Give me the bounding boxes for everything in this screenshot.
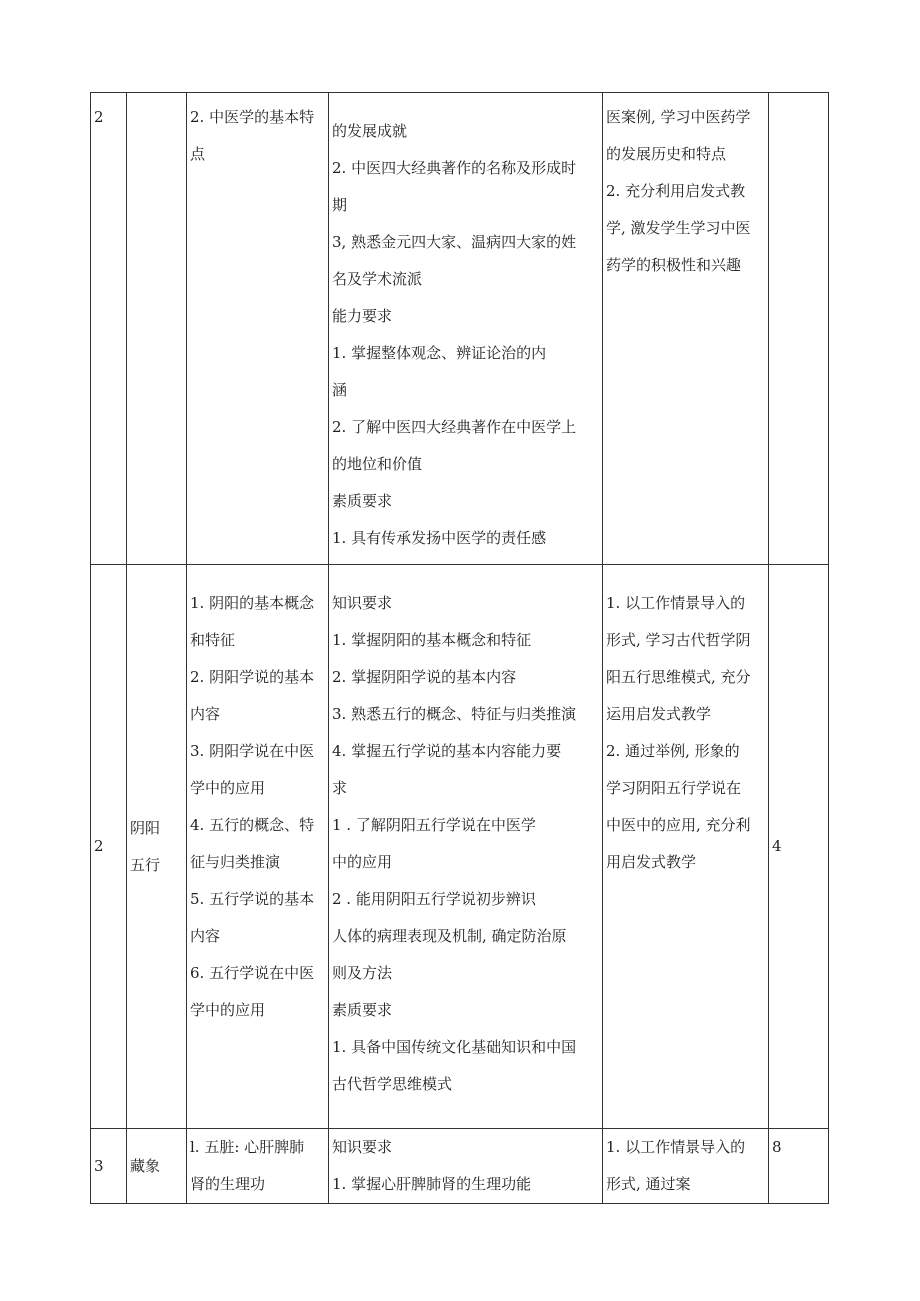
methods-line: 1. 以工作情景导入的 (606, 594, 746, 612)
objectives-line: 1. 掌握心肝脾肺肾的生理功能 (332, 1175, 532, 1193)
content-line: l. 五脏: 心肝脾肺 (190, 1138, 305, 1156)
objectives-cell (329, 565, 603, 1129)
content-line: 内容 (190, 927, 221, 945)
row-number: 2 (94, 837, 104, 855)
objectives-line: 1. 具备中国传统文化基础知识和中国 (332, 1038, 577, 1056)
methods-cell (603, 565, 769, 1129)
methods-line: 学, 激发学生学习中医 (606, 219, 751, 237)
topic-cell (127, 93, 187, 565)
content-line: 2. 中医学的基本特 (190, 108, 315, 126)
objectives-line: 1. 掌握阴阳的基本概念和特征 (332, 631, 532, 649)
objectives-line: 2. 了解中医四大经典著作在中医学上 (332, 418, 577, 436)
hours-value: 8 (772, 1138, 782, 1156)
methods-line: 2. 通过举例, 形象的 (606, 742, 740, 760)
content-line: 4. 五行的概念、特 (190, 816, 315, 834)
topic-cell (127, 1129, 187, 1204)
objectives-line: 能力要求 (332, 307, 393, 325)
objectives-line: 2. 掌握阴阳学说的基本内容 (332, 668, 517, 686)
syllabus-table (90, 92, 829, 1204)
objectives-line: 2. 中医四大经典著作的名称及形成时 (332, 159, 577, 177)
topic-line: 阴阳 (130, 818, 161, 837)
content-cell (187, 565, 329, 1129)
number-cell (91, 93, 127, 565)
content-line: 2. 阴阳学说的基本 (190, 668, 315, 686)
content-cell (187, 93, 329, 565)
objectives-line: 知识要求 (332, 1138, 393, 1156)
objectives-line: 知识要求 (332, 594, 393, 612)
methods-line: 学习阴阳五行学说在 (606, 779, 742, 797)
content-cell (187, 1129, 329, 1204)
content-line: 3. 阴阳学说在中医 (190, 742, 315, 760)
objectives-line: 素质要求 (332, 492, 393, 510)
objectives-cell (329, 93, 603, 565)
content-line: 点 (190, 145, 206, 163)
hours-value: 4 (772, 837, 782, 855)
objectives-line: 1. 具有传承发扬中医学的责任感 (332, 529, 547, 547)
objectives-line: 4. 掌握五行学说的基本内容能力要 (332, 742, 562, 760)
objectives-line: 则及方法 (332, 964, 393, 982)
methods-line: 形式, 通过案 (606, 1175, 691, 1193)
methods-line: 中医中的应用, 充分利 (606, 816, 751, 834)
number-cell (91, 1129, 127, 1204)
objectives-line: 求 (332, 779, 348, 797)
hours-cell (769, 565, 829, 1129)
objectives-line: 1 . 了解阴阳五行学说在中医学 (332, 816, 536, 834)
methods-line: 用启发式教学 (606, 853, 697, 871)
content-line: 学中的应用 (190, 1001, 266, 1019)
objectives-line: 的发展成就 (332, 122, 408, 140)
number-cell (91, 565, 127, 1129)
content-line: 5. 五行学说的基本 (190, 890, 315, 908)
content-line: 6. 五行学说在中医 (190, 964, 315, 982)
content-line: 征与归类推演 (190, 853, 281, 871)
table-row (91, 93, 829, 565)
content-line: 内容 (190, 705, 221, 723)
table-row (91, 565, 829, 1129)
methods-line: 医案例, 学习中医药学 (606, 108, 751, 126)
methods-line: 药学的积极性和兴趣 (606, 256, 742, 274)
objectives-line: 涵 (332, 381, 348, 399)
methods-line: 2. 充分利用启发式教 (606, 182, 746, 200)
objectives-line: 名及学术流派 (332, 270, 423, 288)
topic-cell (127, 565, 187, 1129)
objectives-line: 古代哲学思维模式 (332, 1075, 453, 1093)
methods-line: 的发展历史和特点 (606, 145, 727, 163)
objectives-line: 2 . 能用阴阳五行学说初步辨识 (332, 890, 536, 908)
objectives-line: 3. 熟悉五行的概念、特征与归类推演 (332, 705, 577, 723)
methods-cell (603, 93, 769, 565)
row-number: 2 (94, 108, 104, 126)
objectives-line: 3, 熟悉金元四大家、温病四大家的姓 (332, 233, 577, 251)
methods-line: 阳五行思维模式, 充分 (606, 668, 751, 686)
content-line: 和特征 (190, 631, 236, 649)
objectives-line: 期 (332, 196, 348, 214)
topic-line: 五行 (130, 855, 161, 874)
table-row (91, 1129, 829, 1204)
objectives-line: 的地位和价值 (332, 455, 423, 473)
methods-line: 运用启发式教学 (606, 705, 712, 723)
objectives-line: 素质要求 (332, 1001, 393, 1019)
topic-line: 藏象 (130, 1156, 161, 1175)
content-line: 1. 阴阳的基本概念 (190, 594, 315, 612)
table-body (91, 93, 829, 1204)
hours-cell (769, 93, 829, 565)
objectives-line: 人体的病理表现及机制, 确定防治原 (332, 927, 567, 945)
methods-cell (603, 1129, 769, 1204)
methods-line: 形式, 学习古代哲学阴 (606, 631, 751, 649)
objectives-cell (329, 1129, 603, 1204)
objectives-line: 中的应用 (332, 853, 393, 871)
hours-cell (769, 1129, 829, 1204)
objectives-line: 1. 掌握整体观念、辨证论治的内 (332, 344, 547, 362)
content-line: 肾的生理功 (190, 1175, 266, 1193)
methods-line: 1. 以工作情景导入的 (606, 1138, 746, 1156)
row-number: 3 (94, 1156, 104, 1175)
content-line: 学中的应用 (190, 779, 266, 797)
